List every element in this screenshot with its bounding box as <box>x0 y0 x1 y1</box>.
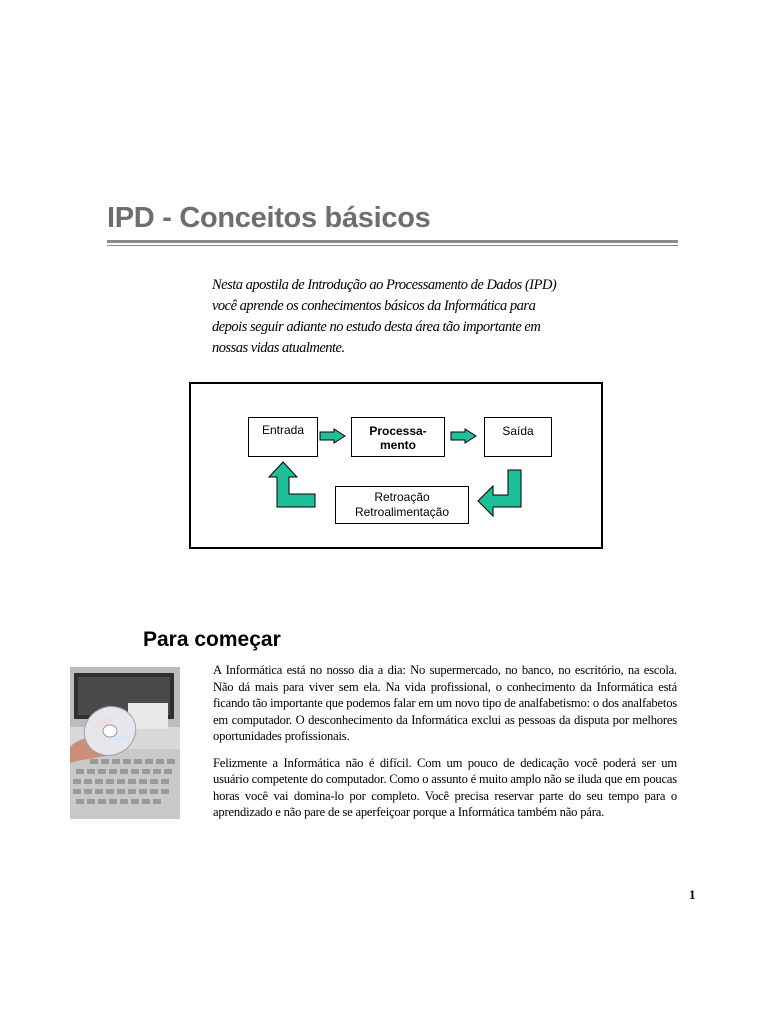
entrada-box <box>248 417 318 457</box>
processamento-label-line2: mento <box>380 438 416 452</box>
retroacao-label-line1: Retroação <box>374 490 430 504</box>
processamento-box <box>351 417 445 457</box>
entrada-label: Entrada <box>261 423 305 437</box>
arrow-right-icon <box>450 428 478 444</box>
intro-paragraph: Nesta apostila de Introdução ao Processamento de Dados (IPD) você aprende os conhecimentos básicos da Informática para depois seguir adiante no estudo desta área tão importante em nossas vidas atualmente. <box>212 277 557 356</box>
paragraph-1: A Informática está no nosso dia a dia: No supermercado, no banco, no escritório, na escola. Não dá mais para viver sem ela. Na vida profissional, o conhecimento da Informática está ficando tão importante que podemos falar em um novo tipo de analfabetismo: o dos analfabetos em computador. O desconhecimento da Informática exclui as pessoas da disputa por melhores oportunidades profissionais. <box>213 663 677 743</box>
paragraph-2: Felizmente a Informática não é difícil. Com um pouco de dedicação você poderá ser um usuário competente do computador. Como o assunto é muito amplo não se iluda que em poucas horas você vai domina-lo por completo. Você precisa reservar parte do seu tempo para o aprendizado e não pare de se aperfeiçoar porque a Informática também não pára. <box>213 755 677 819</box>
arrow-up-left-icon <box>267 460 317 510</box>
processamento-label-line1: Processa- <box>369 424 427 438</box>
page-title: IPD - Conceitos básicos <box>107 202 431 234</box>
arrow-down-left-icon <box>476 469 526 519</box>
section-heading: Para começar <box>143 628 281 651</box>
ipd-diagram <box>189 382 603 549</box>
page-number: 1 <box>689 887 696 902</box>
retroacao-box <box>335 486 469 524</box>
title-rule-thin <box>107 245 678 246</box>
title-rule-thick <box>107 240 678 243</box>
saida-box <box>484 417 552 457</box>
saida-label: Saída <box>502 424 534 438</box>
retroacao-label-line2: Retroalimentação <box>354 505 450 519</box>
computer-cd-photo <box>70 667 180 819</box>
body-text <box>213 662 677 831</box>
arrow-right-icon <box>319 428 347 444</box>
